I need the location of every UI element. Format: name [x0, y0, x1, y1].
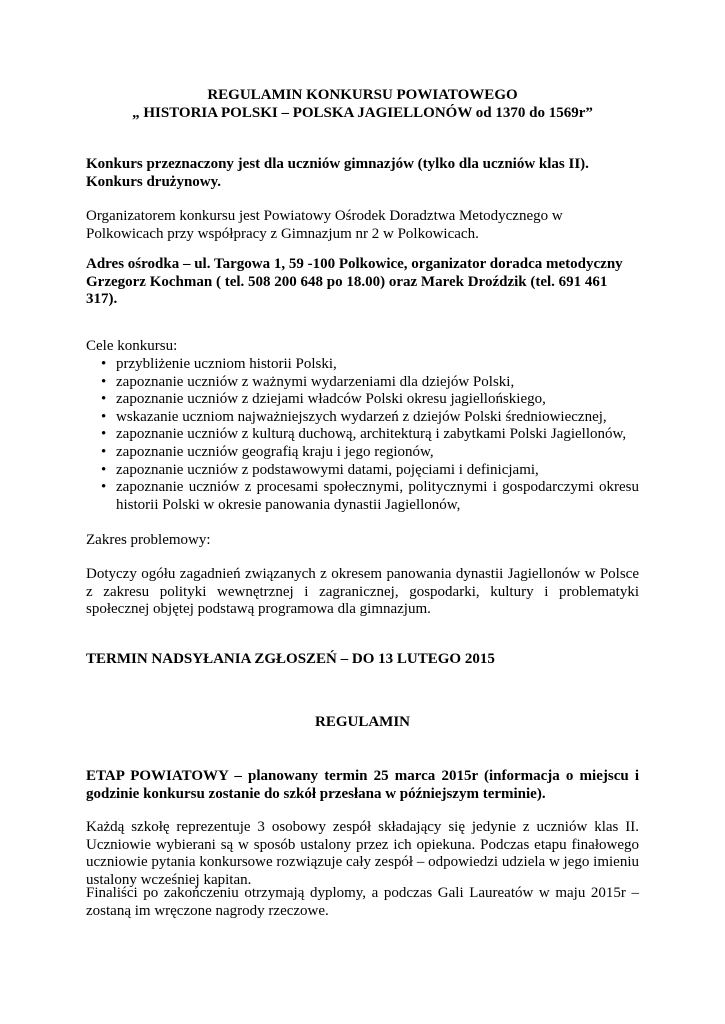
scope-text: Dotyczy ogółu zagadnień związanych z okresem panowania dynastii Jagiellonów w Polsce z zakresu polityki wewnętrznej i zagranicznej, gospodarki, kultury i problematyki społecznej objętej podstawą programowa dla gimnazjum.: [86, 566, 639, 618]
goal-item: • zapoznanie uczniów z dziejami władców Polski okresu jagiellońskiego,: [86, 391, 639, 409]
stage-info: ETAP POWIATOWY – planowany termin 25 marca 2015r (informacja o miejscu i godzinie konkursu zostanie do szkół przesłana w późniejszym terminie).: [86, 768, 639, 802]
intro-address: Adres ośrodka – ul. Targowa 1, 59 -100 Polkowice, organizator doradca metodyczny Grzegorz Kochman ( tel. 508 200 648 po 18.00) oraz Marek Droździk (tel. 691 461 317).: [86, 256, 623, 308]
intro-target: Konkurs przeznaczony jest dla uczniów gimnazjów (tylko dla uczniów klas II). Konkurs drużynowy.: [86, 156, 589, 190]
goal-item: • wskazanie uczniom najważniejszych wydarzeń z dziejów Polski średniowiecznej,: [86, 409, 639, 427]
finalists-info: Finaliści po zakończeniu otrzymają dyplomy, a podczas Gali Laureatów w maju 2015r – zostaną im wręczone nagrody rzeczowe.: [86, 885, 639, 919]
deadline: TERMIN NADSYŁANIA ZGŁOSZEŃ – DO 13 LUTEGO 2015: [86, 651, 495, 667]
goal-item: • zapoznanie uczniów z kulturą duchową, architekturą i zabytkami Polski Jagiellonów,: [86, 426, 639, 444]
goals-heading: Cele konkursu:: [86, 338, 178, 354]
doc-title-line1: REGULAMIN KONKURSU POWIATOWEGO: [207, 87, 518, 103]
rules-heading: REGULAMIN: [314, 714, 410, 730]
goals-list: [86, 356, 639, 514]
team-info: Każdą szkołę reprezentuje 3 osobowy zespół składający się jedynie z uczniów klas II. Uczniowie wybierani są w sposób ustalony przez ich opiekuna. Podczas etapu finałowego uczniowie pytania konkursowe rozwiązuje cały zespół – odpowiedzi udziela w jego imieniu ustalony wcześniej kapitan.: [86, 819, 639, 888]
goal-item: • zapoznanie uczniów z podstawowymi datami, pojęciami i definicjami,: [86, 462, 639, 480]
doc-title-line2: „ HISTORIA POLSKI – POLSKA JAGIELLONÓW od 1370 do 1569r”: [132, 105, 593, 121]
goal-item: • zapoznanie uczniów z procesami społecznymi, politycznymi i gospodarczymi okresu historii Polski w okresie panowania dynastii Jagiellonów,: [86, 479, 639, 514]
scope-heading: Zakres problemowy:: [86, 532, 211, 548]
goal-item: • zapoznanie uczniów z ważnymi wydarzeniami dla dziejów Polski,: [86, 374, 639, 392]
goal-item: • zapoznanie uczniów geografią kraju i jego regionów,: [86, 444, 639, 462]
goal-item: • przybliżenie uczniom historii Polski,: [86, 356, 639, 374]
intro-organizer: Organizatorem konkursu jest Powiatowy Ośrodek Doradztwa Metodycznego w Polkowicach przy współpracy z Gimnazjum nr 2 w Polkowicach.: [86, 208, 563, 242]
